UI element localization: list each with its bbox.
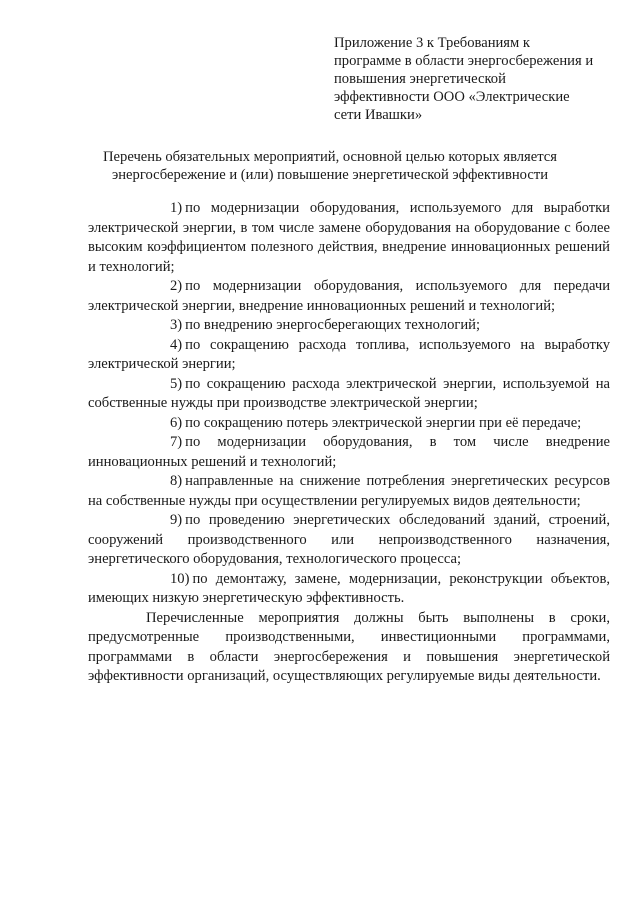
- list-item-text: по внедрению энергосберегающих технологий;: [185, 317, 481, 333]
- list-item-text: по демонтажу, замене, модернизации, реконструкции объектов, имеющих низкую энергетическую эффективность.: [88, 570, 610, 606]
- list-item: [88, 414, 610, 434]
- list-item: [88, 570, 610, 609]
- list-item-number: 5): [170, 375, 183, 392]
- list-item: [88, 472, 610, 511]
- list-item: [88, 277, 610, 316]
- list-item-text: по модернизации оборудования, в том числе внедрение инновационных решений и технологий;: [88, 434, 610, 470]
- list-item-text: по сокращению потерь электрической энергии при её передаче;: [185, 414, 582, 431]
- list-item: [88, 316, 610, 336]
- appendix-header: [334, 34, 624, 124]
- list-item-text: по сокращению расхода топлива, используемого на выработку электрической энергии;: [88, 336, 610, 372]
- list-item-number: 10): [170, 570, 190, 587]
- appendix-line: сети Ивашки»: [334, 107, 423, 123]
- list-item-number: 7): [170, 434, 183, 450]
- appendix-line: Приложение 3 к Требованиям к: [334, 35, 530, 51]
- list-item-text: по сокращению расхода электрической энергии, используемой на собственные нужды при производстве электрической энергии;: [88, 375, 610, 411]
- appendix-line: программе в области энергосбережения и: [334, 53, 594, 69]
- list-item-number: 9): [170, 512, 183, 528]
- list-item: [88, 433, 610, 472]
- list-item-number: 8): [170, 473, 183, 489]
- document-title: [60, 148, 600, 184]
- appendix-line: повышения энергетической: [334, 71, 506, 87]
- list-item-number: 4): [170, 336, 183, 353]
- document-body: [88, 199, 610, 687]
- list-item-text: по проведению энергетических обследований зданий, строений, сооружений производственного или непроизводственного назначения, энергетического оборудования, технологического процесса;: [88, 512, 610, 567]
- list-item: [88, 336, 610, 375]
- title-line: энергосбережение и (или) повышение энергетической эффективности: [111, 167, 549, 183]
- appendix-line: эффективности ООО «Электрические: [334, 89, 570, 105]
- list-item-number: 1): [170, 200, 183, 216]
- list-item: [88, 199, 610, 277]
- list-item-number: 3): [170, 317, 183, 333]
- list-item-text: по модернизации оборудования, используемого для передачи электрической энергии, внедрение инновационных решений и технологий;: [88, 278, 610, 314]
- list-item: [88, 375, 610, 414]
- list-item-text: по модернизации оборудования, используемого для выработки электрической энергии, в том числе замене оборудования на оборудование с более высоким коэффициентом полезного действия, внедрение инновационных решений и технологий;: [88, 200, 610, 275]
- list-item: [88, 511, 610, 570]
- list-item-number: 6): [170, 414, 183, 431]
- list-item-text: направленные на снижение потребления энергетических ресурсов на собственные нужды при осуществлении регулируемых видов деятельности;: [88, 473, 610, 509]
- list-item-number: 2): [170, 278, 183, 294]
- closing-paragraph: Перечисленные мероприятия должны быть выполнены в сроки, предусмотренные производственными, инвестиционными программами, программами в области энергосбережения и повышения энергетической эффективности организаций, осуществляющих регулируемые виды деятельности.: [88, 609, 610, 684]
- title-line: Перечень обязательных мероприятий, основной целью которых является: [103, 149, 557, 165]
